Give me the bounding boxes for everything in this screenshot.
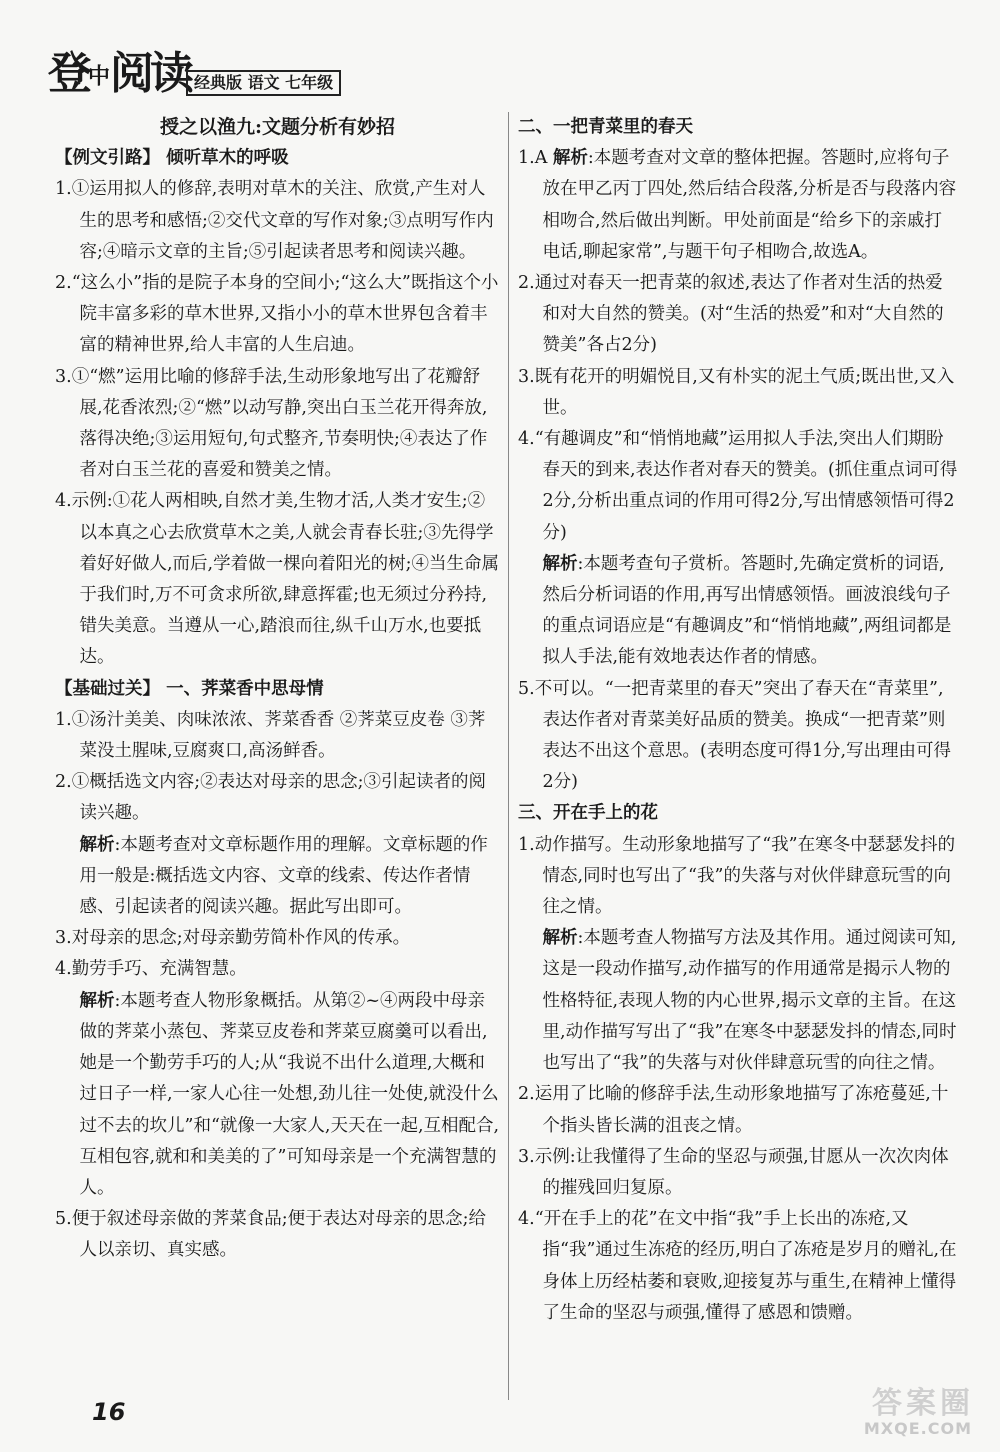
answer-item: 1.①运用拟人的修辞,表明对草木的关注、欣赏,产生对人生的思考和感悟;②交代文章的写作对象;③点明写作内容;④暗示文章的主旨;⑤引起读者思考和阅读兴趣。 xyxy=(55,179,494,262)
answer-item: 4.示例:①花人两相映,自然才美,生物才活,人类才安生;②以本真之心去欣赏草木之美,人就会青春长驻;③先得学着好好做人,而后,学着做一棵向着阳光的树;④当生命属于我们时,万不可贪求所欲,肆意挥霍;也无须过分矜持,错失美意。当遵从一心,踏浪而往,纵千山万水,也要抵达。 xyxy=(55,491,500,668)
book-header xyxy=(48,48,508,100)
right-column xyxy=(518,112,958,1329)
watermark-text: 答案圈 xyxy=(872,1386,974,1421)
logo-small-char: 中 xyxy=(88,63,111,90)
answer-item: 2.“这么小”指的是院子本身的空间小;“这么大”既指这个小院丰富多彩的草木世界,又指小小的草木世界包含着丰富的精神世界,给人丰富的人生启迪。 xyxy=(55,273,499,356)
answer-item: 4.勤劳手巧、充满智慧。 xyxy=(55,959,247,980)
answer-item: 2.通过对春天一把青菜的叙述,表达了作者对生活的热爱和对大自然的赞美。(对“生活的热爱”和对“大自然的赞美”各占2分) xyxy=(518,273,944,356)
book-subtitle: 经典版 语文 七年级 xyxy=(186,70,341,96)
answer-item: 4.“开在手上的花”在文中指“我”手上长出的冻疮,又指“我”通过生冻疮的经历,明白了冻疮是岁月的赠礼,在身体上历经枯萎和衰败,迎接复苏与重生,在精神上懂得了生命的坚忍与顽强,懂得了感恩和馈赠。 xyxy=(518,1209,957,1323)
section-two-heading: 二、一把青菜里的春天 xyxy=(518,117,693,137)
analysis-body: :本题考查句子赏析。答题时,先确定赏析的词语,然后分析词语的作用,再写出情感领悟。画波浪线句子的重点词语应是“有趣调皮”和“悄悄地藏”,两组词都是拟人手法,能有效地表达作者的情感。 xyxy=(542,553,952,668)
analysis-label: 解析 xyxy=(542,553,578,574)
analysis-text xyxy=(518,923,958,1079)
analysis-text xyxy=(518,549,958,674)
analysis-body: :本题考查人物形象概括。从第②~④两段中母亲做的荠菜小蒸包、荠菜豆皮卷和荠菜豆腐羹可以看出,她是一个勤劳手巧的人;从“我说不出什么道理,大概和过日子一样,一家人心往一处想,劲儿往一处使,就没什么过不去的坎儿”和“就像一大家人,天天在一起,互相配合,互相包容,就和和美美的了”可知母亲是一个充满智慧的人。 xyxy=(79,990,500,1198)
answer-item: 2.运用了比喻的修辞手法,生动形象地描写了冻疮蔓延,十个指头皆长满的沮丧之情。 xyxy=(518,1084,949,1136)
watermark xyxy=(840,1378,980,1438)
watermark-url: MXQE.COM xyxy=(863,1419,972,1438)
answer-item: 5.便于叙述母亲做的荠菜食品;便于表达对母亲的思念;给人以亲切、真实感。 xyxy=(55,1209,486,1261)
left-column xyxy=(55,112,500,1267)
example-heading: 【例文引路】 倾听草木的呼吸 xyxy=(55,148,289,169)
analysis-text xyxy=(55,986,500,1204)
column-divider xyxy=(508,112,509,1400)
analysis-label: 解析 xyxy=(542,928,578,949)
answer-item: 3.示例:让我懂得了生命的坚忍与顽强,甘愿从一次次肉体的摧残回归复原。 xyxy=(518,1146,949,1198)
answer-item: 4.“有趣调皮”和“悄悄地藏”运用拟人手法,突出人们期盼春天的到来,表达作者对春天的赞美。(抓住重点词可得2分,分析出重点词的作用可得2分,写出情感领悟可得2分) xyxy=(518,429,958,543)
analysis-body: :本题考查人物描写方法及其作用。通过阅读可知,这是一段动作描写,动作描写的作用通常是揭示人物的性格特征,表现人物的内心世界,揭示文章的主旨。在这里,动作描写写出了“我”在寒冬中瑟瑟发抖的情态,同时也写出了“我”的失落与对伙伴肆意玩雪的向往之情。 xyxy=(542,928,957,1074)
logo-rest: 阅读 xyxy=(110,48,191,99)
analysis-label: 解析 xyxy=(552,148,588,169)
answer-item: 1.动作描写。生动形象地描写了“我”在寒冬中瑟瑟发抖的情态,同时也写出了“我”的失落与对伙伴肆意玩雪的向往之情。 xyxy=(518,834,956,918)
page-number: 16 xyxy=(92,1398,126,1426)
analysis-body: :本题考查对文章标题作用的理解。文章标题的作用一般是:概括选文内容、文章的线索、传达作者情感、引起读者的阅读兴趣。据此写出即可。 xyxy=(79,834,488,918)
analysis-label: 解析 xyxy=(79,834,115,855)
answer-item: 5.不可以。“一把青菜里的春天”突出了春天在“青菜里”,表达作者对青菜美好品质的赞美。换成“一把青菜”则表达不出这个意思。(表明态度可得1分,写出理由可得2分) xyxy=(518,678,952,793)
book-logo xyxy=(48,48,190,103)
logo-char: 登 xyxy=(48,48,88,99)
answer-item: 3.既有花开的明媚悦目,又有朴实的泥土气质;既出世,又入世。 xyxy=(518,366,955,418)
answer-item: 1.①汤汁美美、肉味浓浓、荠菜香香 ②荠菜豆皮卷 ③荠菜没土腥味,豆腐爽口,高汤鲜香。 xyxy=(55,709,486,762)
section-title: 授之以渔九:文题分析有妙招 xyxy=(159,116,395,138)
answer-item: 2.①概括选文内容;②表达对母亲的思念;③引起读者的阅读兴趣。 xyxy=(55,772,486,824)
answer-item xyxy=(518,143,958,268)
answer-item: 3.对母亲的思念;对母亲勤劳简朴作风的传承。 xyxy=(55,928,411,949)
analysis-text xyxy=(55,830,500,924)
basic-heading: 【基础过关】 一、荠菜香中思母情 xyxy=(55,678,324,699)
analysis-body: :本题考查对文章的整体把握。答题时,应将句子放在甲乙丙丁四处,然后结合段落,分析是否与段落内容相吻合,然后做出判断。甲处前面是“给乡下的亲戚打电话,聊起家常”,与题干句子相吻合,故选A。 xyxy=(542,148,957,262)
answer-item: 3.①“燃”运用比喻的修辞手法,生动形象地写出了花瓣舒展,花香浓烈;②“燃”以动写静,突出白玉兰花开得奔放,落得决绝;③运用短句,句式整齐,节奏明快;④表达了作者对白玉兰花的喜爱和赞美之情。 xyxy=(55,366,488,481)
answer-choice: 1.A xyxy=(518,148,553,169)
section-three-heading: 三、开在手上的花 xyxy=(518,803,658,824)
analysis-label: 解析 xyxy=(79,990,115,1011)
